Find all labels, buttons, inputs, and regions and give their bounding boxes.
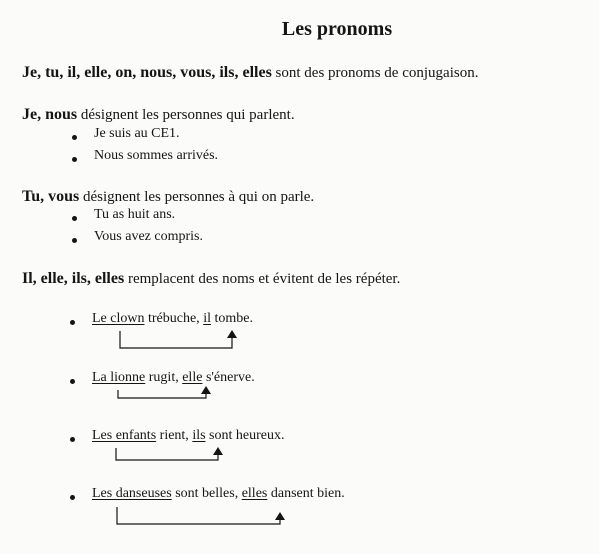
noun: Les danseuses: [92, 486, 172, 501]
section-tu-text: désignent les personnes à qui on parle.: [82, 189, 315, 205]
example-je-1: Je suis au CE1.: [94, 126, 180, 141]
intro-text: sont des pronoms de conjugaison.: [275, 65, 479, 81]
pronoun: elles: [241, 486, 268, 501]
connector-bracket: [120, 331, 232, 348]
arrow-head-icon: [227, 330, 237, 338]
section-tu-pronouns: Tu, vous: [22, 188, 80, 205]
noun: La lionne: [92, 370, 146, 385]
example-tu-2: Vous avez compris.: [94, 229, 203, 244]
connector-bracket: [117, 507, 280, 524]
section-il-pronouns: Il, elle, ils, elles: [22, 270, 125, 287]
example-je-2: Nous sommes arrivés.: [94, 148, 219, 163]
noun: Le clown: [92, 311, 145, 326]
section-je-pronouns: Je, nous: [22, 106, 78, 123]
replacement-example-4: Les danseuses sont belles, elles dansent bien.: [92, 486, 345, 501]
arrow-head-icon: [275, 512, 285, 520]
replacement-example-1: Le clown trébuche, il tombe.: [92, 311, 253, 326]
replacement-example-2: La lionne rugit, elle s'énerve.: [92, 370, 255, 385]
intro-pronouns: Je, tu, il, elle, on, nous, vous, ils, elles: [22, 64, 272, 81]
arrow-head-icon: [201, 386, 211, 394]
pronoun: elle: [182, 370, 203, 385]
connector-bracket: [116, 448, 218, 460]
connector-bracket: [118, 390, 206, 398]
page-title: Les pronoms: [281, 18, 393, 40]
noun: Les enfants: [92, 428, 157, 443]
pronoun: il: [203, 311, 211, 326]
pronoun: ils: [192, 428, 206, 443]
arrow-head-icon: [213, 447, 223, 455]
replacement-example-3: Les enfants rient, ils sont heureux.: [92, 428, 285, 443]
example-tu-1: Tu as huit ans.: [94, 207, 176, 222]
section-je-text: désignent les personnes qui parlent.: [80, 107, 295, 123]
section-il-text: remplacent des noms et évitent de les répéter.: [127, 271, 401, 287]
